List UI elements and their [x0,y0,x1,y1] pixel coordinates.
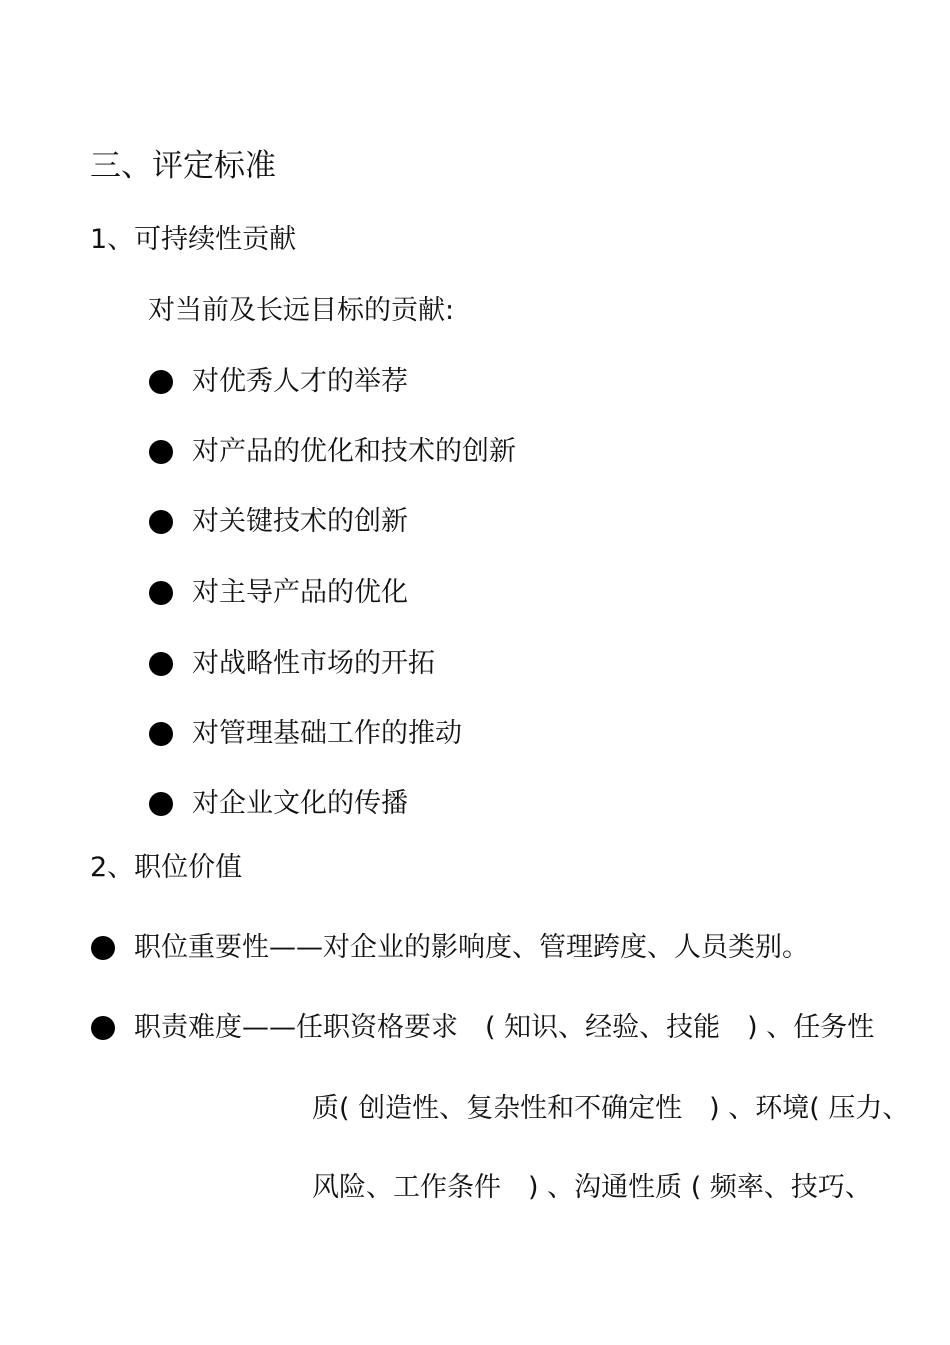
list-item: 对战略性市场的开拓 [192,648,435,679]
subsection-1-intro: 对当前及长远目标的贡献: [148,295,455,326]
list-item: 对优秀人才的举荐 [192,366,408,397]
list-item: 对关键技术的创新 [192,506,408,537]
bullet-dot [149,792,173,816]
list-item: 职责难度——任职资格要求 ( 知识、经验、技能 ) 、任务性 [134,1012,875,1043]
list-item: 对管理基础工作的推动 [192,718,462,749]
bullet-dot [149,440,173,464]
list-item: 对企业文化的传播 [192,788,408,819]
bullet-dot [91,1016,115,1040]
bullet-dot [149,370,173,394]
section-title: 三、评定标准 [90,148,276,184]
bullet-dot [149,581,173,605]
subsection-1-title: 1、可持续性贡献 [90,224,297,255]
bullet-dot [149,652,173,676]
bullet-dot [149,510,173,534]
list-item: 职位重要性——对企业的影响度、管理跨度、人员类别。 [134,932,809,963]
list-item: 对产品的优化和技术的创新 [192,436,516,467]
bullet-dot [149,722,173,746]
bullet-dot [91,936,115,960]
list-item-continuation: 质( 创造性、复杂性和不确定性 ) 、环境( 压力、 [312,1093,910,1124]
subsection-2-title: 2、职位价值 [90,852,243,883]
list-item-continuation: 风险、工作条件 ) 、沟通性质 ( 频率、技巧、 [312,1172,872,1203]
list-item: 对主导产品的优化 [192,577,408,608]
